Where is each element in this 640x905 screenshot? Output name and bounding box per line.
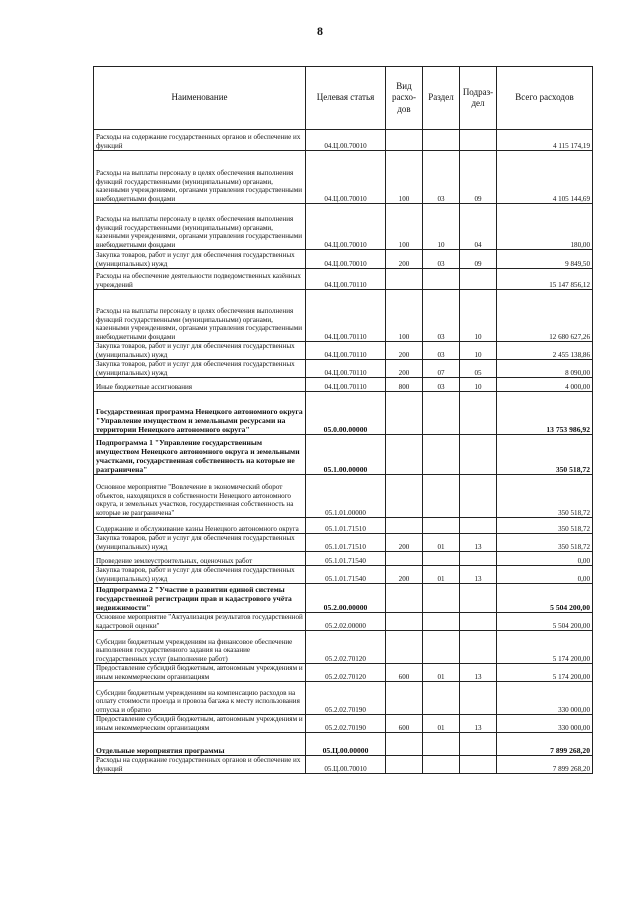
cell-total: 2 455 138,86 bbox=[497, 342, 593, 360]
cell-type bbox=[386, 552, 423, 566]
cell-type bbox=[386, 631, 423, 664]
cell-type bbox=[386, 475, 423, 518]
cell-total: 5 174 200,00 bbox=[497, 631, 593, 664]
cell-code: 04.Ц.00.70110 bbox=[306, 378, 386, 392]
table-row bbox=[94, 733, 593, 756]
cell-type: 600 bbox=[386, 715, 423, 733]
cell-total: 7 899 268,20 bbox=[497, 733, 593, 756]
cell-code: 05.Ц.00.70010 bbox=[306, 756, 386, 774]
cell-section: 01 bbox=[423, 664, 460, 682]
cell-section bbox=[423, 733, 460, 756]
cell-total: 0,00 bbox=[497, 552, 593, 566]
cell-name: Закупка товаров, работ и услуг для обеспечения государственных (муниципальных) нужд bbox=[94, 566, 306, 584]
cell-name: Предоставление субсидий бюджетным, автономным учреждениям и иным некоммерческим организациям bbox=[94, 664, 306, 682]
cell-section bbox=[423, 584, 460, 613]
cell-code: 05.1.01.71540 bbox=[306, 552, 386, 566]
table-row bbox=[94, 250, 593, 269]
table-row bbox=[94, 269, 593, 290]
cell-code: 05.Ц.00.00000 bbox=[306, 733, 386, 756]
cell-name: Закупка товаров, работ и услуг для обеспечения государственных (муниципальных) нужд bbox=[94, 342, 306, 360]
cell-type bbox=[386, 733, 423, 756]
cell-name: Основное мероприятие "Вовлечение в экономический оборот объектов, находящихся в собственности Ненецкого автономного округа, и земельных участков, государственная собственность на которые не разграничена" bbox=[94, 475, 306, 518]
cell-type bbox=[386, 435, 423, 475]
cell-code: 04.Ц.00.70110 bbox=[306, 342, 386, 360]
table-header-row bbox=[94, 67, 593, 130]
cell-section bbox=[423, 435, 460, 475]
table-row bbox=[94, 130, 593, 151]
table-row bbox=[94, 342, 593, 360]
page-number: 8 bbox=[317, 24, 323, 38]
cell-section: 07 bbox=[423, 360, 460, 378]
header-section: Раздел bbox=[423, 67, 460, 130]
cell-type bbox=[386, 613, 423, 631]
cell-total: 5 504 200,00 bbox=[497, 613, 593, 631]
cell-name: Расходы на выплаты персоналу в целях обеспечения выполнения функций государственными (муниципальными) органами, казенными учреждениями, органами управления государственными внебюджетными фондами bbox=[94, 290, 306, 342]
cell-code: 04.Ц.00.70010 bbox=[306, 204, 386, 250]
cell-total: 8 090,00 bbox=[497, 360, 593, 378]
cell-subsection bbox=[460, 392, 497, 435]
cell-type bbox=[386, 392, 423, 435]
cell-code: 05.2.02.70120 bbox=[306, 664, 386, 682]
cell-type bbox=[386, 269, 423, 290]
cell-total: 12 680 627,26 bbox=[497, 290, 593, 342]
table-row bbox=[94, 584, 593, 613]
cell-total: 350 518,72 bbox=[497, 435, 593, 475]
cell-code: 05.1.01.71540 bbox=[306, 566, 386, 584]
table-row bbox=[94, 566, 593, 584]
cell-section: 03 bbox=[423, 250, 460, 269]
cell-name: Подпрограмма 1 "Управление государственным имуществом Ненецкого автономного округа и земельными участками, государственная собственность на которые не разграничена" bbox=[94, 435, 306, 475]
cell-subsection bbox=[460, 475, 497, 518]
table-row bbox=[94, 613, 593, 631]
header-subsection: Подраз-дел bbox=[460, 67, 497, 130]
cell-subsection bbox=[460, 584, 497, 613]
cell-total: 15 147 856,12 bbox=[497, 269, 593, 290]
cell-section bbox=[423, 269, 460, 290]
cell-name: Субсидии бюджетным учреждениям на финансовое обеспечение выполнения государственного задания на оказание государственных услуг (выполнение работ) bbox=[94, 631, 306, 664]
cell-section bbox=[423, 130, 460, 151]
cell-name: Проведение землеустроительных, оценочных работ bbox=[94, 552, 306, 566]
cell-code: 04.Ц.00.70110 bbox=[306, 290, 386, 342]
cell-subsection bbox=[460, 130, 497, 151]
cell-code: 05.2.02.70120 bbox=[306, 631, 386, 664]
cell-name: Расходы на выплаты персоналу в целях обеспечения выполнения функций государственными (муниципальными) органами, казенными учреждениями, органами управления государственными внебюджетными фондами bbox=[94, 204, 306, 250]
table-row bbox=[94, 151, 593, 204]
cell-name: Расходы на содержание государственных органов и обеспечение их функций bbox=[94, 756, 306, 774]
cell-subsection: 13 bbox=[460, 534, 497, 552]
cell-code: 05.1.01.00000 bbox=[306, 475, 386, 518]
cell-type: 100 bbox=[386, 290, 423, 342]
cell-total: 350 518,72 bbox=[497, 534, 593, 552]
cell-total: 4 000,00 bbox=[497, 378, 593, 392]
cell-code: 05.2.02.70190 bbox=[306, 682, 386, 715]
table-row bbox=[94, 290, 593, 342]
cell-type bbox=[386, 518, 423, 534]
table-row bbox=[94, 715, 593, 733]
cell-name: Предоставление субсидий бюджетным, автономным учреждениям и иным некоммерческим организациям bbox=[94, 715, 306, 733]
cell-name: Расходы на содержание государственных органов и обеспечение их функций bbox=[94, 130, 306, 151]
cell-total: 330 000,00 bbox=[497, 715, 593, 733]
cell-type: 800 bbox=[386, 378, 423, 392]
cell-type: 100 bbox=[386, 204, 423, 250]
cell-type: 200 bbox=[386, 566, 423, 584]
cell-type: 600 bbox=[386, 664, 423, 682]
cell-section: 03 bbox=[423, 151, 460, 204]
table-row bbox=[94, 378, 593, 392]
cell-code: 05.0.00.00000 bbox=[306, 392, 386, 435]
cell-type: 100 bbox=[386, 151, 423, 204]
cell-total: 4 115 174,19 bbox=[497, 130, 593, 151]
cell-name: Закупка товаров, работ и услуг для обеспечения государственных (муниципальных) нужд bbox=[94, 360, 306, 378]
cell-section bbox=[423, 631, 460, 664]
table-row bbox=[94, 534, 593, 552]
cell-section bbox=[423, 613, 460, 631]
cell-subsection bbox=[460, 435, 497, 475]
cell-type: 200 bbox=[386, 534, 423, 552]
cell-total: 330 000,00 bbox=[497, 682, 593, 715]
cell-total: 13 753 986,92 bbox=[497, 392, 593, 435]
cell-name: Закупка товаров, работ и услуг для обеспечения государственных (муниципальных) нужд bbox=[94, 250, 306, 269]
cell-subsection bbox=[460, 756, 497, 774]
table-row bbox=[94, 682, 593, 715]
cell-total: 350 518,72 bbox=[497, 475, 593, 518]
cell-total: 0,00 bbox=[497, 566, 593, 584]
cell-code: 05.1.00.00000 bbox=[306, 435, 386, 475]
cell-subsection: 13 bbox=[460, 664, 497, 682]
cell-type: 200 bbox=[386, 250, 423, 269]
cell-subsection: 10 bbox=[460, 378, 497, 392]
table-row bbox=[94, 552, 593, 566]
table-row bbox=[94, 664, 593, 682]
cell-section bbox=[423, 682, 460, 715]
table-row bbox=[94, 204, 593, 250]
cell-section bbox=[423, 392, 460, 435]
cell-type bbox=[386, 130, 423, 151]
cell-name: Государственная программа Ненецкого автономного округа "Управление имуществом и земельными ресурсами на территории Ненецкого автономного округа" bbox=[94, 392, 306, 435]
cell-section bbox=[423, 552, 460, 566]
cell-subsection bbox=[460, 682, 497, 715]
cell-code: 05.1.01.71510 bbox=[306, 518, 386, 534]
cell-total: 180,00 bbox=[497, 204, 593, 250]
cell-type bbox=[386, 584, 423, 613]
cell-code: 05.2.02.70190 bbox=[306, 715, 386, 733]
cell-code: 04.Ц.00.70010 bbox=[306, 151, 386, 204]
cell-section bbox=[423, 756, 460, 774]
cell-section: 01 bbox=[423, 566, 460, 584]
table-row bbox=[94, 392, 593, 435]
header-code: Целевая статья bbox=[306, 67, 386, 130]
table-row bbox=[94, 756, 593, 774]
cell-section: 01 bbox=[423, 715, 460, 733]
cell-subsection: 10 bbox=[460, 342, 497, 360]
cell-subsection: 10 bbox=[460, 290, 497, 342]
cell-subsection bbox=[460, 733, 497, 756]
cell-section: 03 bbox=[423, 378, 460, 392]
table-row bbox=[94, 518, 593, 534]
cell-total: 5 504 200,00 bbox=[497, 584, 593, 613]
table-row bbox=[94, 475, 593, 518]
table-row bbox=[94, 435, 593, 475]
cell-name: Расходы на выплаты персоналу в целях обеспечения выполнения функций государственными (муниципальными) органами, казенными учреждениями, органами управления государственными внебюджетными фондами bbox=[94, 151, 306, 204]
cell-section bbox=[423, 518, 460, 534]
cell-type: 200 bbox=[386, 360, 423, 378]
cell-code: 05.2.00.00000 bbox=[306, 584, 386, 613]
cell-subsection: 04 bbox=[460, 204, 497, 250]
cell-section: 03 bbox=[423, 342, 460, 360]
cell-type bbox=[386, 682, 423, 715]
cell-total: 5 174 200,00 bbox=[497, 664, 593, 682]
cell-name: Закупка товаров, работ и услуг для обеспечения государственных (муниципальных) нужд bbox=[94, 534, 306, 552]
cell-total: 350 518,72 bbox=[497, 518, 593, 534]
cell-subsection: 09 bbox=[460, 151, 497, 204]
cell-subsection: 13 bbox=[460, 566, 497, 584]
cell-type: 200 bbox=[386, 342, 423, 360]
cell-total: 4 105 144,69 bbox=[497, 151, 593, 204]
header-type: Вид расхо-дов bbox=[386, 67, 423, 130]
cell-code: 04.Ц.00.70010 bbox=[306, 250, 386, 269]
cell-subsection: 05 bbox=[460, 360, 497, 378]
cell-code: 04.Ц.00.70110 bbox=[306, 360, 386, 378]
header-total: Всего расходов bbox=[497, 67, 593, 130]
cell-subsection bbox=[460, 518, 497, 534]
cell-section: 03 bbox=[423, 290, 460, 342]
cell-code: 04.Ц.00.70010 bbox=[306, 130, 386, 151]
cell-name: Субсидии бюджетным учреждениям на компенсацию расходов на оплату стоимости проезда и провоза багажа к месту использования отпуска и обратно bbox=[94, 682, 306, 715]
cell-name: Основное мероприятие "Актуализация результатов государственной кадастровой оценки" bbox=[94, 613, 306, 631]
cell-type bbox=[386, 756, 423, 774]
cell-code: 05.2.02.00000 bbox=[306, 613, 386, 631]
cell-section bbox=[423, 475, 460, 518]
budget-table bbox=[93, 66, 593, 774]
cell-name: Иные бюджетные ассигнования bbox=[94, 378, 306, 392]
cell-code: 05.1.01.71510 bbox=[306, 534, 386, 552]
cell-name: Отдельные мероприятия программы bbox=[94, 733, 306, 756]
cell-section: 10 bbox=[423, 204, 460, 250]
cell-subsection bbox=[460, 613, 497, 631]
table-row bbox=[94, 360, 593, 378]
cell-section: 01 bbox=[423, 534, 460, 552]
cell-code: 04.Ц.00.70110 bbox=[306, 269, 386, 290]
cell-subsection bbox=[460, 552, 497, 566]
cell-subsection: 13 bbox=[460, 715, 497, 733]
table-row bbox=[94, 631, 593, 664]
cell-subsection: 09 bbox=[460, 250, 497, 269]
cell-name: Содержание и обслуживание казны Ненецкого автономного округа bbox=[94, 518, 306, 534]
cell-name: Подпрограмма 2 "Участие в развитии единой системы государственной регистрации прав и кадастрового учёта недвижимости" bbox=[94, 584, 306, 613]
cell-subsection bbox=[460, 269, 497, 290]
header-name: Наименование bbox=[94, 67, 306, 130]
cell-total: 7 899 268,20 bbox=[497, 756, 593, 774]
cell-subsection bbox=[460, 631, 497, 664]
table-body bbox=[94, 130, 593, 774]
cell-name: Расходы на обеспечение деятельности подведомственных казённых учреждений bbox=[94, 269, 306, 290]
cell-total: 9 849,50 bbox=[497, 250, 593, 269]
